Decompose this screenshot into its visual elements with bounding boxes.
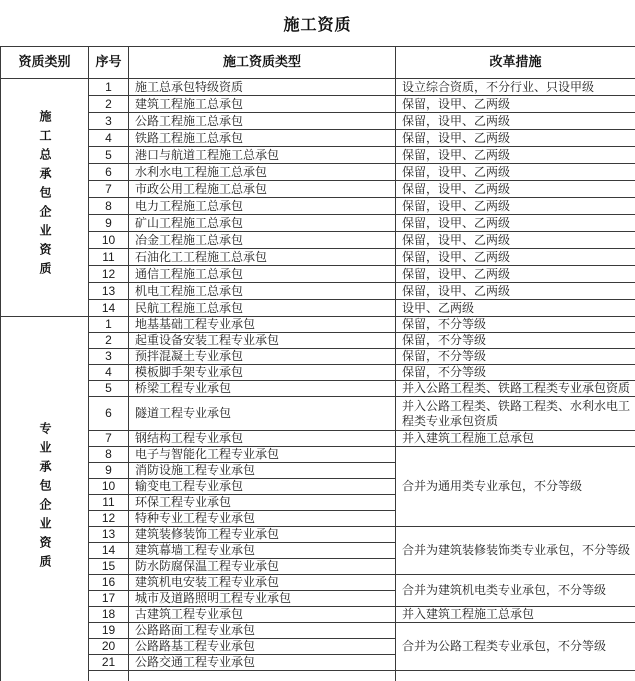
serial-cell: 7: [89, 431, 129, 447]
table-row: [1, 198, 635, 215]
serial-cell: 16: [89, 575, 129, 591]
empty-cell: [129, 671, 396, 681]
reform-measure-cell: 保留，设甲、乙两级: [396, 249, 635, 266]
table-row: [1, 349, 635, 365]
reform-measure-cell: 设立综合资质，不分行业、只设甲级: [396, 79, 635, 96]
qualification-table: [0, 46, 635, 681]
qualification-type-cell: 通信工程施工总承包: [129, 266, 396, 283]
reform-measure-cell: 保留，设甲、乙两级: [396, 96, 635, 113]
qualification-type-cell: 矿山工程施工总承包: [129, 215, 396, 232]
reform-measure-cell: 合并为通用类专业承包，不分等级: [396, 447, 635, 527]
qualification-type-cell: 防水防腐保温工程专业承包: [129, 559, 396, 575]
table-row: [1, 447, 635, 463]
qualification-type-cell: 电子与智能化工程专业承包: [129, 447, 396, 463]
qualification-type-cell: 公路路基工程专业承包: [129, 639, 396, 655]
serial-cell: 11: [89, 495, 129, 511]
table-row: [1, 317, 635, 333]
serial-cell: 3: [89, 113, 129, 130]
serial-cell: 6: [89, 397, 129, 431]
serial-cell: 8: [89, 198, 129, 215]
qualification-type-cell: 起重设备安装工程专业承包: [129, 333, 396, 349]
table-row: [1, 397, 635, 431]
qualification-type-cell: 城市及道路照明工程专业承包: [129, 591, 396, 607]
serial-cell: 18: [89, 607, 129, 623]
qualification-type-cell: 施工总承包特级资质: [129, 79, 396, 96]
table-row: [1, 527, 635, 543]
qualification-type-cell: 建筑机电安装工程专业承包: [129, 575, 396, 591]
table-row: [1, 232, 635, 249]
reform-measure-cell: 保留，设甲、乙两级: [396, 266, 635, 283]
table-row: [1, 164, 635, 181]
reform-measure-cell: 保留，设甲、乙两级: [396, 198, 635, 215]
serial-cell: 1: [89, 79, 129, 96]
table-row: [1, 300, 635, 317]
reform-measure-cell: 保留，设甲、乙两级: [396, 283, 635, 300]
serial-cell: 17: [89, 591, 129, 607]
qualification-type-cell: 铁路工程施工总承包: [129, 130, 396, 147]
serial-cell: 10: [89, 232, 129, 249]
reform-measure-cell: 保留，设甲、乙两级: [396, 130, 635, 147]
table-row: [1, 130, 635, 147]
qualification-type-cell: 特种专业工程专业承包: [129, 511, 396, 527]
serial-cell: 10: [89, 479, 129, 495]
serial-cell: 8: [89, 447, 129, 463]
category-vertical-label: 专业承包企业资质: [38, 421, 52, 574]
category-cell: [1, 317, 89, 681]
serial-cell: 19: [89, 623, 129, 639]
qualification-type-cell: 桥梁工程专业承包: [129, 381, 396, 397]
serial-cell: 12: [89, 511, 129, 527]
qualification-type-cell: 港口与航道工程施工总承包: [129, 147, 396, 164]
serial-cell: 12: [89, 266, 129, 283]
serial-cell: 15: [89, 559, 129, 575]
reform-measure-cell: 合并为建筑机电类专业承包，不分等级: [396, 575, 635, 607]
qualification-type-cell: 隧道工程专业承包: [129, 397, 396, 431]
qualification-type-cell: 输变电工程专业承包: [129, 479, 396, 495]
reform-measure-cell: 保留，设甲、乙两级: [396, 113, 635, 130]
qualification-type-cell: 建筑装修装饰工程专业承包: [129, 527, 396, 543]
table-row: [1, 215, 635, 232]
serial-cell: 14: [89, 543, 129, 559]
qualification-type-cell: 电力工程施工总承包: [129, 198, 396, 215]
reform-measure-cell: 保留，不分等级: [396, 317, 635, 333]
serial-cell: 4: [89, 130, 129, 147]
table-row: [1, 181, 635, 198]
table-row: [1, 365, 635, 381]
serial-cell: 3: [89, 349, 129, 365]
table-row: [1, 431, 635, 447]
table-row: [1, 147, 635, 164]
serial-cell: 7: [89, 181, 129, 198]
column-header-type: 施工资质类型: [129, 47, 396, 79]
serial-cell: 11: [89, 249, 129, 266]
table-row: [1, 575, 635, 591]
table-row: [1, 283, 635, 300]
qualification-type-cell: 公路交通工程专业承包: [129, 655, 396, 671]
reform-measure-cell: 合并为公路工程类专业承包，不分等级: [396, 623, 635, 671]
reform-measure-cell: 保留，设甲、乙两级: [396, 164, 635, 181]
serial-cell: 9: [89, 215, 129, 232]
serial-cell: 5: [89, 147, 129, 164]
serial-cell: 6: [89, 164, 129, 181]
table-header-row: [1, 47, 635, 79]
reform-measure-cell: 并入公路工程类、铁路工程类、水利水电工程类专业承包资质: [396, 397, 635, 431]
table-row: [1, 79, 635, 96]
qualification-type-cell: 环保工程专业承包: [129, 495, 396, 511]
reform-measure-cell: 并入建筑工程施工总承包: [396, 431, 635, 447]
reform-measure-cell: 保留，设甲、乙两级: [396, 232, 635, 249]
category-cell: [1, 79, 89, 317]
qualification-type-cell: 地基基础工程专业承包: [129, 317, 396, 333]
qualification-type-cell: 消防设施工程专业承包: [129, 463, 396, 479]
category-vertical-label: 施工总承包企业资质: [38, 110, 52, 281]
empty-cell: [396, 671, 635, 681]
page-title: 施工资质: [283, 16, 352, 34]
column-header-category: 资质类别: [1, 47, 89, 79]
reform-measure-cell: 合并为建筑装修装饰类专业承包，不分等级: [396, 527, 635, 575]
serial-cell: 13: [89, 527, 129, 543]
table-row: [1, 381, 635, 397]
empty-cell: [89, 671, 129, 681]
qualification-type-cell: 公路工程施工总承包: [129, 113, 396, 130]
qualification-type-cell: 建筑工程施工总承包: [129, 96, 396, 113]
column-header-serial: 序号: [89, 47, 129, 79]
reform-measure-cell: 保留，设甲、乙两级: [396, 181, 635, 198]
table-row: [1, 113, 635, 130]
table-row: [1, 607, 635, 623]
serial-cell: 13: [89, 283, 129, 300]
qualification-type-cell: 市政公用工程施工总承包: [129, 181, 396, 198]
table-row: [1, 249, 635, 266]
table-row-partial: [1, 671, 635, 681]
qualification-type-cell: 预拌混凝土专业承包: [129, 349, 396, 365]
table-row: [1, 623, 635, 639]
serial-cell: 20: [89, 639, 129, 655]
qualification-type-cell: 公路路面工程专业承包: [129, 623, 396, 639]
serial-cell: 21: [89, 655, 129, 671]
reform-measure-cell: 保留，不分等级: [396, 349, 635, 365]
reform-measure-cell: 设甲、乙两级: [396, 300, 635, 317]
table-row: [1, 266, 635, 283]
reform-measure-cell: 保留，设甲、乙两级: [396, 147, 635, 164]
qualification-type-cell: 民航工程施工总承包: [129, 300, 396, 317]
qualification-type-cell: 建筑幕墙工程专业承包: [129, 543, 396, 559]
qualification-type-cell: 模板脚手架专业承包: [129, 365, 396, 381]
serial-cell: 5: [89, 381, 129, 397]
reform-measure-cell: 保留，不分等级: [396, 333, 635, 349]
reform-measure-cell: 并入公路工程类、铁路工程类专业承包资质: [396, 381, 635, 397]
reform-measure-cell: 并入建筑工程施工总承包: [396, 607, 635, 623]
reform-measure-cell: 保留，不分等级: [396, 365, 635, 381]
qualification-type-cell: 冶金工程施工总承包: [129, 232, 396, 249]
qualification-type-cell: 水利水电工程施工总承包: [129, 164, 396, 181]
serial-cell: 14: [89, 300, 129, 317]
column-header-reform: 改革措施: [396, 47, 635, 79]
serial-cell: 2: [89, 333, 129, 349]
table-row: [1, 96, 635, 113]
qualification-type-cell: 机电工程施工总承包: [129, 283, 396, 300]
table-row: [1, 333, 635, 349]
qualification-type-cell: 古建筑工程专业承包: [129, 607, 396, 623]
qualification-type-cell: 石油化工工程施工总承包: [129, 249, 396, 266]
serial-cell: 2: [89, 96, 129, 113]
qualification-type-cell: 钢结构工程专业承包: [129, 431, 396, 447]
serial-cell: 4: [89, 365, 129, 381]
serial-cell: 1: [89, 317, 129, 333]
reform-measure-cell: 保留，设甲、乙两级: [396, 215, 635, 232]
serial-cell: 9: [89, 463, 129, 479]
